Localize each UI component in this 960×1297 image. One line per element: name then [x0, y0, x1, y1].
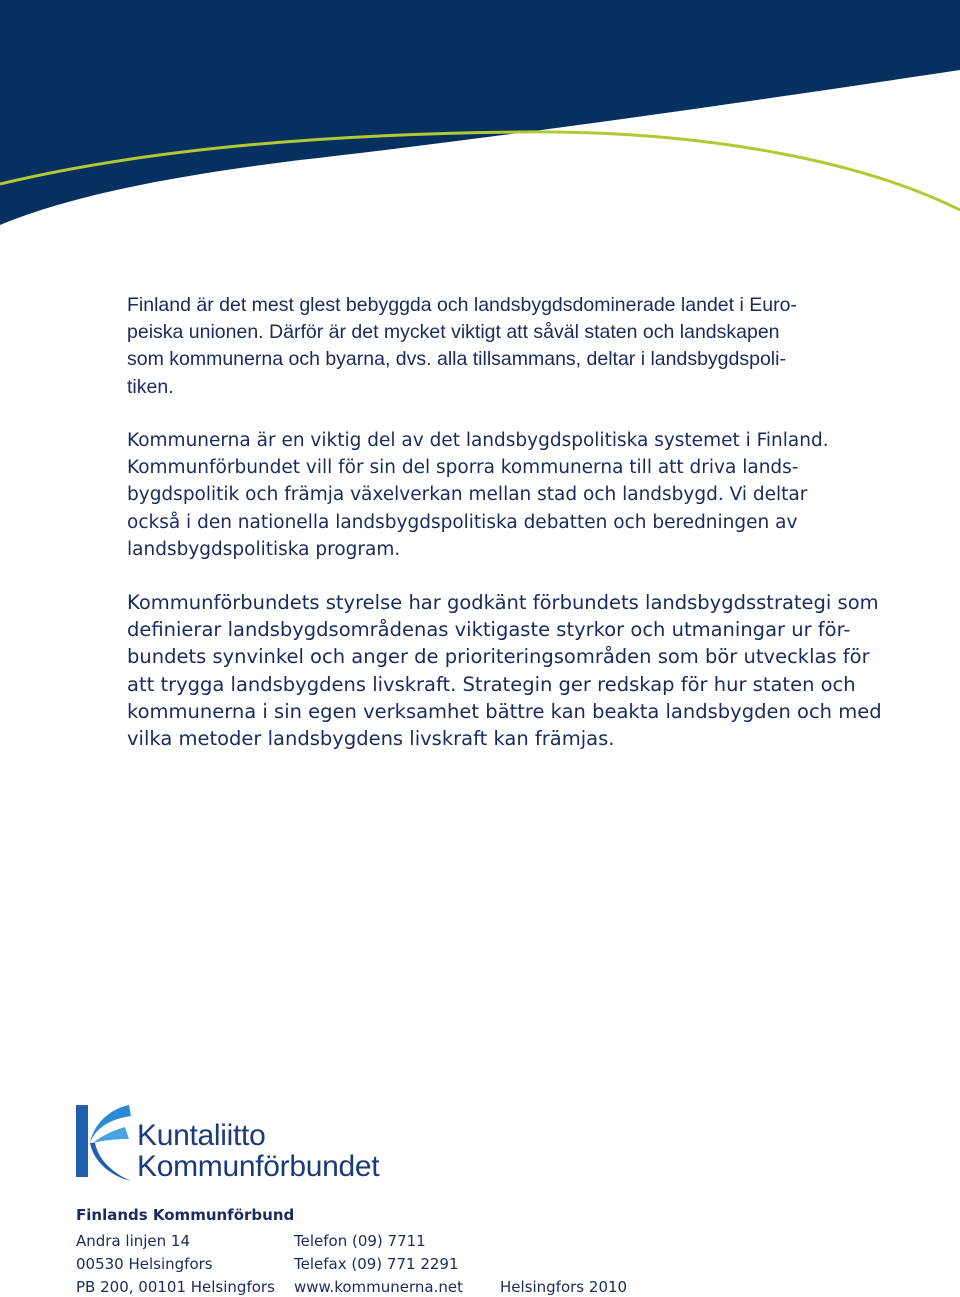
- text-line: Kommunförbundet vill för sin del sporra kommunerna till att driva lands-: [127, 457, 799, 479]
- footer-address-po-box: PB 200, 00101 Helsingfors: [76, 1278, 275, 1296]
- k-logo-icon: [73, 1103, 135, 1183]
- text-line: också i den nationella landsbygdspolitiska debatten och beredningen av: [127, 511, 798, 533]
- intro-paragraph: [127, 292, 847, 401]
- text-line: definierar landsbygdsområdenas viktigaste styrkor och utmaningar ur för-: [127, 618, 851, 642]
- text-line: kommunerna i sin egen verksamhet bättre kan beakta landsbygden och med: [127, 699, 882, 723]
- footer-place-year: Helsingfors 2010: [500, 1278, 628, 1296]
- text-line: bundets synvinkel och anger de prioriteringsområden som bör utvecklas för: [127, 645, 870, 669]
- kuntaliitto-logo: [73, 1103, 423, 1188]
- text-line: vilka metoder landsbygdens livskraft kan främjas.: [127, 727, 615, 751]
- text-line: Kommunerna är en viktig del av det landsbygdspolitiska systemet i Finland.: [127, 430, 829, 451]
- footer-website-link[interactable]: www.kommunerna.net: [294, 1278, 463, 1296]
- text-line: peiska unionen. Därför är det mycket viktigt att såväl staten och landskapen: [127, 321, 780, 344]
- text-line: Kommunförbundets styrelse har godkänt förbundets landsbygdsstrategi som: [127, 591, 879, 614]
- footer-org-name: Finlands Kommunförbund: [76, 1206, 295, 1224]
- footer-address-street: Andra linjen 14: [76, 1232, 191, 1250]
- header-band: [0, 0, 960, 240]
- text-line: bygdspolitik och främja växelverkan mellan stad och landsbygd. Vi deltar: [127, 484, 808, 506]
- text-line: tiken.: [127, 375, 174, 398]
- text-line: som kommunerna och byarna, dvs. alla tillsammans, deltar i landsbygdspoli-: [127, 348, 786, 371]
- footer-fax: Telefax (09) 771 2291: [294, 1255, 459, 1273]
- text-line: att trygga landsbygdens livskraft. Strategin ger redskap för hur staten och: [127, 672, 856, 696]
- text-line: Finland är det mest glest bebyggda och landsbygdsdominerade landet i Euro-: [127, 294, 797, 316]
- header-navy-wave: [0, 0, 960, 225]
- logo-wordmark: [137, 1120, 379, 1182]
- logo-line-kuntaliitto: Kuntaliitto: [137, 1119, 266, 1152]
- strategy-paragraph: [127, 589, 882, 752]
- logo-line-kommunforbundet: Kommunförbundet: [137, 1150, 380, 1183]
- footer-address-postal: 00530 Helsingfors: [76, 1255, 213, 1273]
- municipalities-paragraph: [127, 427, 847, 563]
- footer-phone: Telefon (09) 7711: [294, 1232, 426, 1250]
- text-line: landsbygdspolitiska program.: [127, 538, 401, 560]
